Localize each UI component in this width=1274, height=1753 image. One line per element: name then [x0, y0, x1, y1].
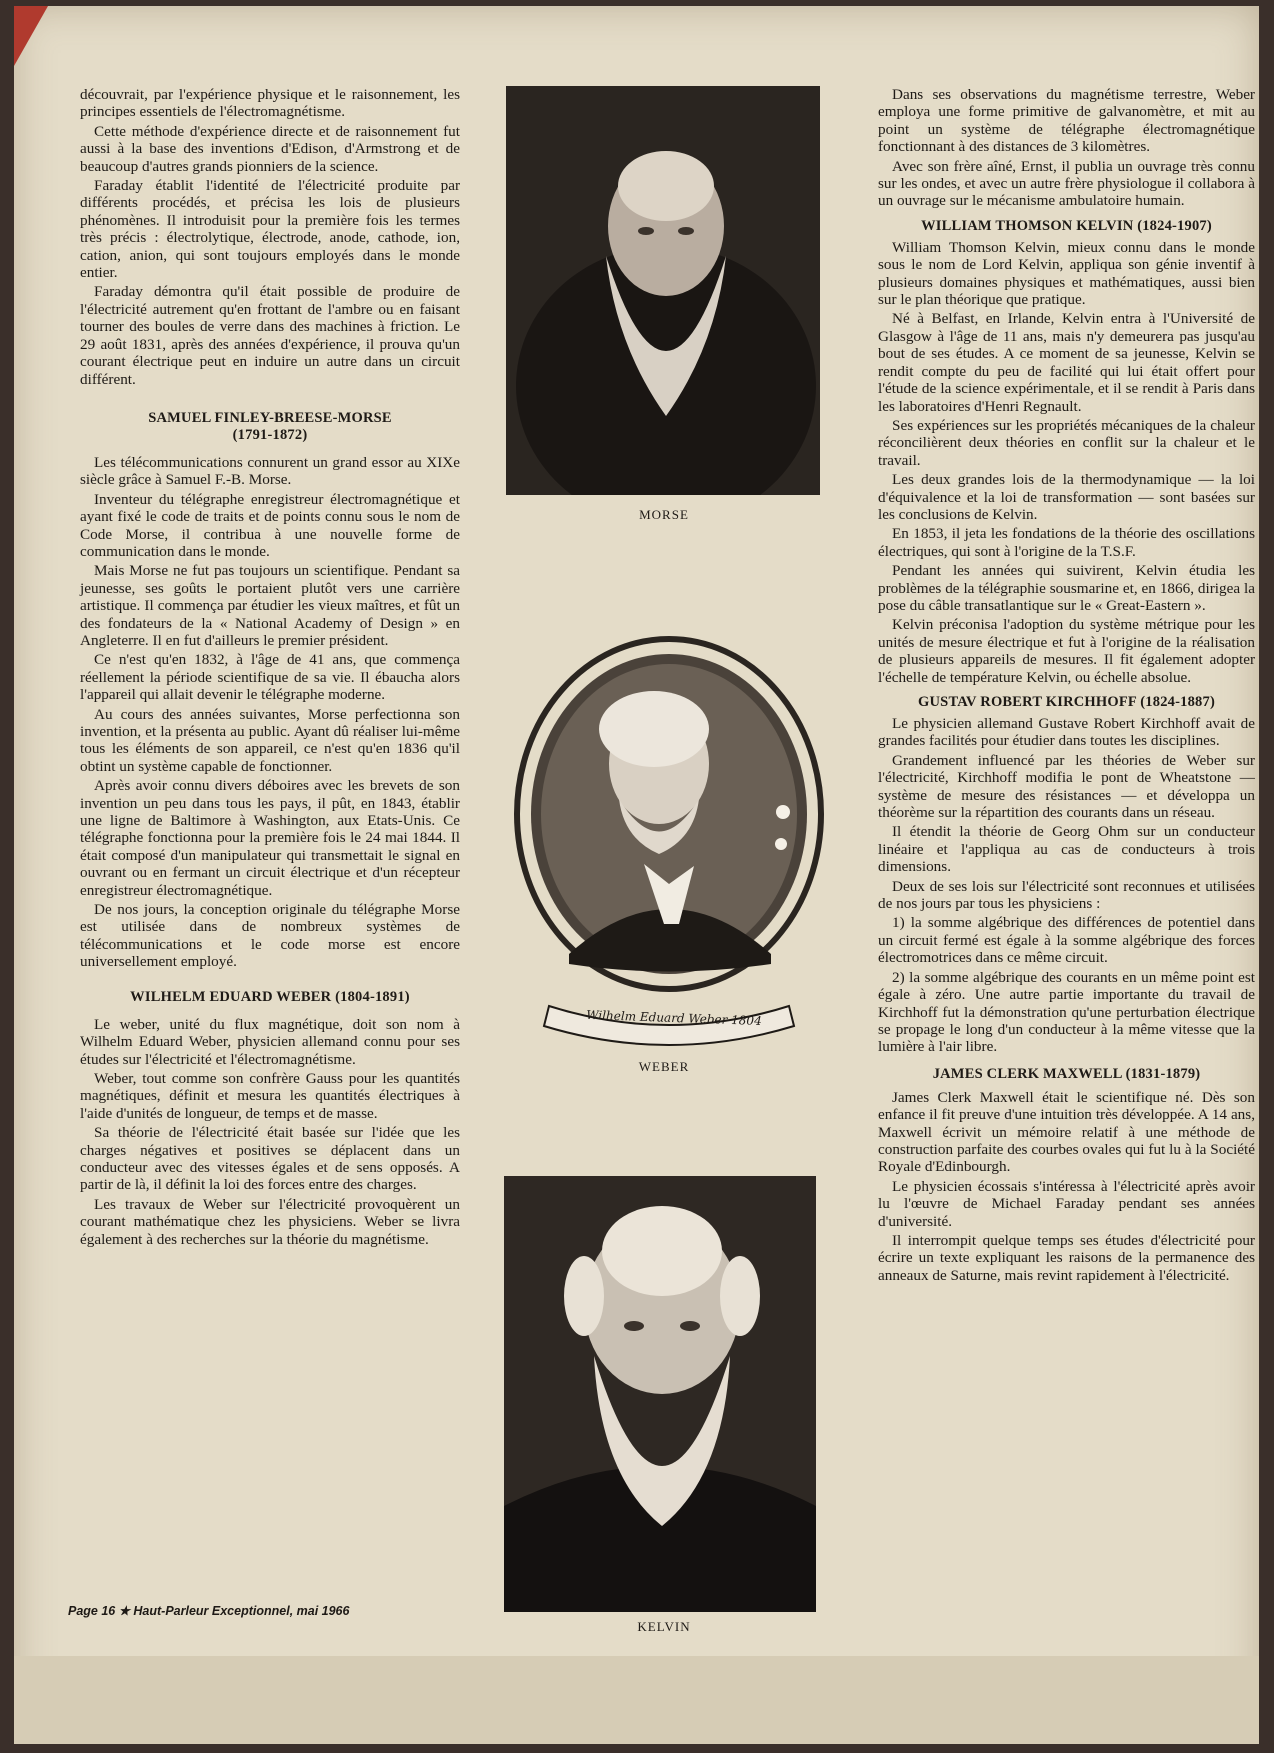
- paragraph: Ses expériences sur les propriétés mécaniques de la chaleur réconcilièrent deux théories en conflit sur la chaleur et le travail.: [878, 416, 1255, 469]
- page-bottom-margin: [14, 1656, 1259, 1744]
- section-heading-maxwell: [878, 1066, 1255, 1083]
- right-column: [878, 86, 1255, 1286]
- heading-dates: (1831-1879): [1125, 1065, 1201, 1082]
- kelvin-portrait: [504, 1176, 816, 1612]
- weber-oval-engraving: [509, 634, 825, 1054]
- kelvin-caption: KELVIN: [637, 1619, 691, 1634]
- paragraph: Le physicien allemand Gustave Robert Kirchhoff avait de grandes facilités pour étudier dans toutes les disciplines.: [878, 715, 1255, 750]
- paragraph: Dans ses observations du magnétisme terrestre, Weber employa une forme primitive de galvanomètre, et mit au point un système de télégraphe électromagnétique fonctionnant à des distances de 3 kilomètres.: [878, 86, 1255, 156]
- paragraph: Avec son frère aîné, Ernst, il publia un ouvrage très connu sur les ondes, et avec un autre frère physiologue il collabora à un ouvrage sur le mécanisme ambulatoire humain.: [878, 157, 1255, 210]
- paragraph: Sa théorie de l'électricité était basée sur l'idée que les charges négatives et positives se déplacent dans un conducteur avec des vitesses égales et de sens opposés. A partir de là, il définit la loi des forces entre des charges.: [80, 1124, 460, 1194]
- paragraph: Cette méthode d'expérience directe et de raisonnement fut aussi à la base des inventions d'Edison, d'Armstrong et de beaucoup d'autres grands pionniers de la science.: [80, 122, 460, 175]
- weber-signature: Wilhelm Eduard Weber 1804: [586, 1007, 762, 1029]
- paragraph: Weber, tout comme son confrère Gauss pour les quantités magnétiques, définit et mesura les quantités électriques à l'aide d'unités de longueur, de temps et de masse.: [80, 1069, 460, 1122]
- heading-dates: (1804-1891): [335, 988, 410, 1005]
- section-heading-weber: [80, 989, 460, 1006]
- paragraph: William Thomson Kelvin, mieux connu dans le monde sous le nom de Lord Kelvin, appliqua son génie inventif à plusieurs domaines physiques et mathématiques, aussi bien sur le plan théorique que pratique.: [878, 238, 1255, 309]
- heading-name: WILLIAM THOMSON KELVIN: [921, 217, 1134, 234]
- heading-dates: (1824-1907): [1137, 217, 1212, 234]
- page-footer: Page 16 ★ Haut-Parleur Exceptionnel, mai 1966: [68, 1604, 350, 1618]
- morse-portrait: [506, 86, 820, 495]
- morse-engraving: [506, 86, 820, 495]
- paragraph: Les télécommunications connurent un grand essor au XIXe siècle grâce à Samuel F.-B. Morse.: [80, 453, 460, 489]
- paragraph: 1) la somme algébrique des différences de potentiel dans un circuit fermé est égale à la somme algébrique des forces électromotrices dans ce même circuit.: [878, 914, 1255, 967]
- heading-name: WILHELM EDUARD WEBER: [130, 988, 332, 1005]
- paragraph: En 1853, il jeta les fondations de la théorie des oscillations électriques, qui sont à l'origine de la T.S.F.: [878, 525, 1255, 560]
- section-heading-morse: [80, 410, 460, 444]
- section-heading-kirchhoff: [878, 694, 1255, 711]
- paragraph: Faraday établit l'identité de l'électricité produite par différents procédés, et précisa les lois de plusieurs phénomènes. Il introduisit pour la première fois les termes très précis : électrolytique, électrode, anode, cathode, ion, cation, anion, qui sont toujours employés dans le monde entier.: [80, 177, 460, 282]
- weber-portrait: [509, 634, 825, 1054]
- paragraph: De nos jours, la conception originale du télégraphe Morse est utilisée dans de nombreux systèmes de télécommunications et le code morse est encore universellement employé.: [80, 901, 460, 971]
- paragraph: Les deux grandes lois de la thermodynamique — la loi d'équivalence et la loi de transformation — sont basées sur les conclusions de Kelvin.: [878, 471, 1255, 523]
- heading-dates: (1791-1872): [232, 426, 308, 443]
- morse-caption: MORSE: [639, 507, 689, 522]
- paragraph: Deux de ses lois sur l'électricité sont reconnues et utilisées de nos jours par tous les physiciens :: [878, 877, 1255, 913]
- section-heading-kelvin: [878, 218, 1255, 235]
- paragraph: Après avoir connu divers déboires avec les brevets de son invention un peu dans tous les pays, il pût, en 1843, établir une ligne de Baltimore à Washington, aux Etats-Unis. Ce télégraphe fonctionna pour la première fois le 24 mai 1844. Il était composé d'un manipulateur qui transmettait le signal en ouvrant ou en fermant un circuit électrique et d'un récepteur enregistreur électromagnétique.: [80, 777, 460, 899]
- heading-name: SAMUEL FINLEY-BREESE-MORSE: [148, 409, 392, 426]
- weber-caption: WEBER: [638, 1059, 690, 1074]
- paragraph: découvrait, par l'expérience physique et le raisonnement, les principes essentiels de l'électromagnétisme.: [80, 86, 460, 121]
- paragraph: Le weber, unité du flux magnétique, doit son nom à Wilhelm Eduard Weber, physicien allemand connu pour ses études sur l'électricité et l'électromagnétisme.: [80, 1015, 460, 1068]
- paragraph: Les travaux de Weber sur l'électricité provoquèrent un courant mathématique chez les physiciens. Weber se livra également à des recherches sur la théorie du magnétisme.: [80, 1195, 460, 1248]
- paragraph: Né à Belfast, en Irlande, Kelvin entra à l'Université de Glasgow à l'âge de 11 ans, mais n'y demeurera pas jusqu'au bout de ses études. A ce moment de sa jeunesse, Kelvin se rendit compte du peu de facilité qui lui était offert pour l'étude de la science expérimentale, et il se rendit à Paris dans les laboratoires d'Henri Regnault.: [878, 310, 1255, 415]
- heading-name: GUSTAV ROBERT KIRCHHOFF: [918, 694, 1137, 710]
- heading-dates: (1824-1887): [1140, 694, 1215, 710]
- heading-name: JAMES CLERK MAXWELL: [932, 1065, 1122, 1082]
- magazine-page: [14, 6, 1259, 1744]
- paragraph: Mais Morse ne fut pas toujours un scientifique. Pendant sa jeunesse, ses goûts le portaient plutôt vers une carrière artistique. Il commença par étudier les vieux maîtres, et fût un des fondateurs de la « National Academy of Design » en Angleterre. Il en fut d'ailleurs le premier président.: [80, 562, 460, 649]
- paragraph: Inventeur du télégraphe enregistreur électromagnétique et ayant fixé le code de traits et de points connu sous le nom de Code Morse, il contribua à une nouvelle forme de communication dans le monde.: [80, 490, 460, 560]
- red-cover-corner: [14, 6, 48, 66]
- paragraph: Kelvin préconisa l'adoption du système métrique pour les unités de mesure électrique et fut à l'origine de la réalisation de plusieurs appareils de mesures. Il fit également adopter l'échelle de température Kelvin, ou échelle absolue.: [878, 616, 1255, 686]
- paragraph: 2) la somme algébrique des courants en un même point est égale à zéro. Une autre partie importante du travail de Kirchhoff fut la démonstration qu'une perturbation électrique se propage le long d'un conducteur à la même vitesse que la lumière à l'air libre.: [878, 968, 1255, 1056]
- paragraph: Il étendit la théorie de Georg Ohm sur un conducteur linéaire et l'appliqua au cas de conducteurs à trois dimensions.: [878, 823, 1255, 876]
- paragraph: Grandement influencé par les théories de Weber sur l'électricité, Kirchhoff modifia le pont de Wheatstone — système de mesure des résistances — et développa un théorème sur la répartition des courants dans un réseau.: [878, 751, 1255, 822]
- kelvin-engraving: [504, 1176, 816, 1612]
- paragraph: Faraday démontra qu'il était possible de produire de l'électricité autrement qu'en frottant de l'ambre ou en faisant tourner des boules de verre dans des machines à friction. Le 29 août 1831, après des années d'expérience, il prouva qu'un courant électrique peut en induire un autre dans un circuit différent.: [80, 283, 460, 388]
- paragraph: James Clerk Maxwell était le scientifique né. Dès son enfance il fit preuve d'une intuition très développée. A 14 ans, Maxwell écrivit un mémoire relatif à une méthode de construction parfaite des courbes ovales qui fut lu à la Société Royale d'Edinbourgh.: [878, 1088, 1255, 1176]
- paragraph: Pendant les années qui suivirent, Kelvin étudia les problèmes de la télégraphie sousmarine et, en 1866, dirigea la pose du câble transatlantique sur le « Great-Eastern ».: [878, 562, 1255, 614]
- paragraph: Au cours des années suivantes, Morse perfectionna son invention, et la présenta au public. Ayant dû réaliser lui-même tous les éléments de son appareil, ce n'est qu'en 1836 qu'il obtint un système capable de fonctionner.: [80, 705, 460, 775]
- left-column: [80, 86, 460, 1250]
- paragraph: Ce n'est qu'en 1832, à l'âge de 41 ans, que commença réellement la période scientifique de sa vie. Il ébaucha alors l'appareil qui allait devenir le télégraphe moderne.: [80, 651, 460, 704]
- paragraph: Il interrompit quelque temps ses études d'électricité pour écrire un texte expliquant les raisons de la permanence des anneaux de Saturne, mais revint rapidement à l'électricité.: [878, 1231, 1255, 1284]
- paragraph: Le physicien écossais s'intéressa à l'électricité après avoir lu l'œuvre de Michael Faraday pendant ses années d'université.: [878, 1177, 1255, 1230]
